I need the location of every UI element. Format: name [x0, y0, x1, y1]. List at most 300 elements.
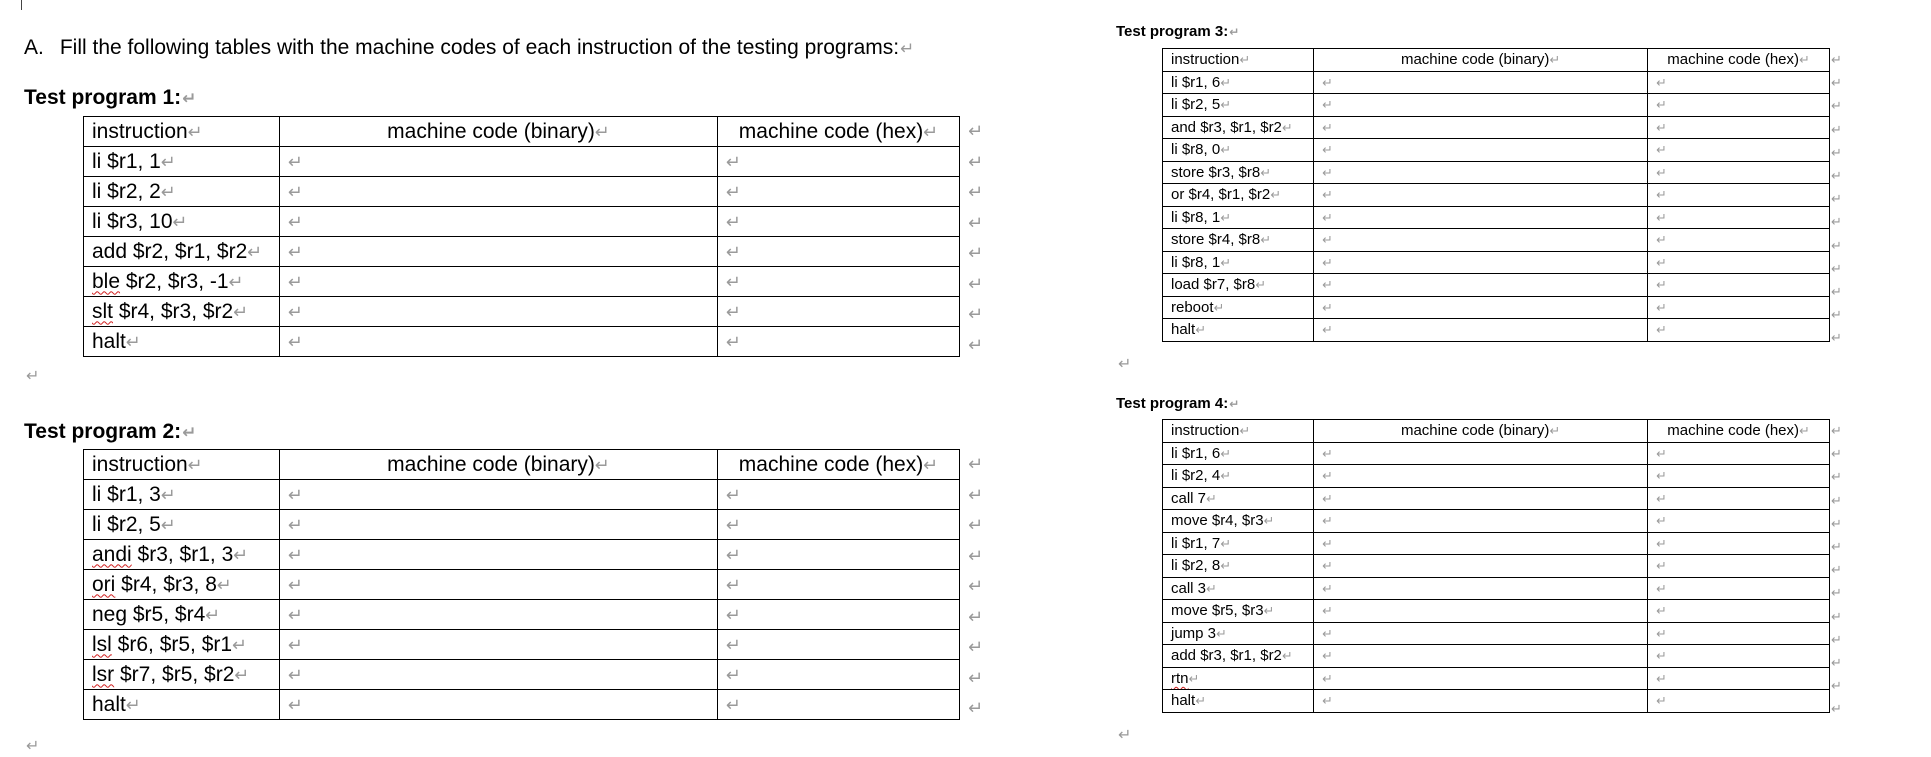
column-header — [1648, 420, 1830, 443]
cell-end-mark-icon: ↵ — [288, 544, 303, 565]
binary-code-cell[interactable] — [280, 600, 718, 630]
instruction-cell[interactable] — [1163, 442, 1314, 465]
instruction-cell[interactable] — [1163, 465, 1314, 488]
cell-end-mark-icon: ↵ — [1656, 74, 1667, 90]
instruction-cell[interactable] — [84, 510, 280, 540]
cell-end-mark-icon: ↵ — [1322, 648, 1333, 664]
cell-end-mark-icon: ↵ — [172, 211, 188, 232]
paragraph-mark-icon: ↵ — [1118, 356, 1132, 373]
instruction-cell[interactable] — [84, 600, 280, 630]
instruction-cell[interactable] — [1163, 161, 1314, 184]
cell-end-mark-icon: ↵ — [1260, 232, 1271, 248]
row-end-mark-icon: ↵ — [968, 121, 984, 141]
hex-code-cell[interactable] — [1648, 274, 1830, 297]
binary-code-cell[interactable] — [1314, 622, 1648, 645]
instruction-cell[interactable] — [84, 267, 280, 297]
cell-end-mark-icon: ↵ — [726, 271, 741, 292]
paragraph-mark-icon: ↵ — [900, 39, 915, 58]
hex-code-cell[interactable] — [1648, 487, 1830, 510]
hex-code-cell[interactable] — [718, 690, 960, 720]
instruction-text: ble $r2, $r3, -1 — [92, 269, 229, 293]
program-title — [1116, 395, 1239, 412]
binary-code-cell[interactable] — [1314, 465, 1648, 488]
hex-code-cell[interactable] — [1648, 71, 1830, 94]
cell-end-mark-icon: ↵ — [1260, 164, 1271, 180]
table-row — [1163, 319, 1830, 342]
instruction-cell[interactable] — [84, 297, 280, 327]
binary-code-cell[interactable] — [1314, 139, 1648, 162]
row-end-mark-icon: ↵ — [968, 667, 984, 688]
hex-code-cell[interactable] — [718, 177, 960, 207]
table-row — [84, 600, 960, 630]
cell-end-mark-icon: ↵ — [1206, 490, 1217, 506]
cell-end-mark-icon: ↵ — [1239, 423, 1251, 439]
hex-code-cell[interactable] — [1648, 161, 1830, 184]
cell-end-mark-icon: ↵ — [1656, 254, 1667, 270]
row-end-marks — [968, 116, 983, 360]
instruction-text: halt — [1171, 321, 1196, 339]
cell-end-mark-icon: ↵ — [1263, 513, 1275, 529]
hex-code-cell[interactable] — [718, 540, 960, 570]
binary-code-cell[interactable] — [280, 690, 718, 720]
table-row — [84, 237, 960, 267]
row-end-mark-icon: ↵ — [1831, 701, 1842, 717]
row-end-marks — [1831, 419, 1842, 720]
cell-end-mark-icon: ↵ — [1322, 580, 1333, 596]
cell-end-mark-icon: ↵ — [1322, 119, 1333, 135]
binary-code-cell[interactable] — [1314, 116, 1648, 139]
column-header-label: machine code (hex) — [1667, 51, 1800, 69]
instruction-text: li $r1, 7 — [1171, 534, 1221, 552]
binary-code-cell[interactable] — [280, 480, 718, 510]
cell-end-mark-icon: ↵ — [1322, 558, 1333, 574]
row-end-mark-icon: ↵ — [1831, 283, 1842, 299]
instruction-cell[interactable] — [84, 690, 280, 720]
cell-end-mark-icon: ↵ — [1656, 187, 1667, 203]
instruction-cell[interactable] — [1163, 94, 1314, 117]
binary-code-cell[interactable] — [280, 660, 718, 690]
binary-code-cell[interactable] — [1314, 296, 1648, 319]
cell-end-mark-icon: ↵ — [1656, 299, 1667, 315]
instruction-cell[interactable] — [1163, 229, 1314, 252]
instruction-text: slt $r4, $r3, $r2 — [92, 299, 234, 323]
hex-code-cell[interactable] — [718, 237, 960, 267]
binary-code-cell[interactable] — [1314, 487, 1648, 510]
instruction-cell[interactable] — [1163, 139, 1314, 162]
paragraph-mark-icon: ↵ — [182, 89, 197, 108]
instruction-text: store $r4, $r8 — [1171, 231, 1261, 249]
hex-code-cell[interactable] — [718, 570, 960, 600]
instruction-text: store $r3, $r8 — [1171, 163, 1261, 181]
binary-code-cell[interactable] — [1314, 690, 1648, 713]
binary-code-cell[interactable] — [1314, 510, 1648, 533]
cell-end-mark-icon: ↵ — [1281, 648, 1293, 664]
table-row — [84, 327, 960, 357]
row-end-mark-icon: ↵ — [1831, 98, 1842, 114]
table-row — [1163, 71, 1830, 94]
binary-code-cell[interactable] — [1314, 206, 1648, 229]
cell-end-mark-icon: ↵ — [1322, 322, 1333, 338]
hex-code-cell[interactable] — [1648, 229, 1830, 252]
hex-code-cell[interactable] — [718, 297, 960, 327]
hex-code-cell[interactable] — [718, 510, 960, 540]
cell-end-mark-icon: ↵ — [726, 634, 741, 655]
table-row — [1163, 274, 1830, 297]
binary-code-cell[interactable] — [280, 540, 718, 570]
instruction-cell[interactable] — [1163, 116, 1314, 139]
cell-end-mark-icon: ↵ — [1656, 693, 1667, 709]
cell-end-mark-icon: ↵ — [1656, 445, 1667, 461]
cell-end-mark-icon: ↵ — [288, 574, 303, 595]
table-header-row — [1163, 49, 1830, 72]
instruction-cell[interactable] — [1163, 600, 1314, 623]
table-row — [1163, 251, 1830, 274]
row-end-mark-icon: ↵ — [968, 304, 984, 324]
instruction-text: halt — [1171, 692, 1196, 710]
instruction-cell[interactable] — [1163, 487, 1314, 510]
table-row — [84, 510, 960, 540]
row-end-mark-icon: ↵ — [1831, 631, 1842, 647]
row-end-mark-icon: ↵ — [1831, 538, 1842, 554]
cell-end-mark-icon: ↵ — [1656, 490, 1667, 506]
row-end-mark-icon: ↵ — [968, 243, 984, 263]
hex-code-cell[interactable] — [718, 480, 960, 510]
binary-code-cell[interactable] — [1314, 555, 1648, 578]
cell-end-mark-icon: ↵ — [1220, 535, 1231, 551]
cell-end-mark-icon: ↵ — [1322, 97, 1333, 113]
instruction-cell[interactable] — [1163, 184, 1314, 207]
instruction-cell[interactable] — [1163, 274, 1314, 297]
row-end-mark-icon: ↵ — [968, 484, 984, 505]
instruction-text: jump 3 — [1171, 624, 1217, 642]
instruction-cell[interactable] — [1163, 667, 1314, 690]
table-row — [84, 540, 960, 570]
cell-end-mark-icon: ↵ — [1656, 209, 1667, 225]
cell-end-mark-icon: ↵ — [726, 694, 741, 715]
cell-end-mark-icon: ↵ — [228, 271, 244, 292]
cell-end-mark-icon: ↵ — [1220, 445, 1231, 461]
table-row — [1163, 139, 1830, 162]
cell-end-mark-icon: ↵ — [1656, 648, 1667, 664]
binary-code-cell[interactable] — [280, 327, 718, 357]
cell-end-mark-icon: ↵ — [1549, 52, 1561, 68]
instruction-cell[interactable] — [1163, 532, 1314, 555]
cell-end-mark-icon: ↵ — [1322, 164, 1333, 180]
hex-code-cell[interactable] — [1648, 319, 1830, 342]
cell-end-mark-icon: ↵ — [1322, 670, 1333, 686]
hex-code-cell[interactable] — [1648, 184, 1830, 207]
column-header — [1314, 420, 1648, 443]
instruction-cell[interactable] — [84, 207, 280, 237]
cell-end-mark-icon: ↵ — [1322, 74, 1333, 90]
row-end-mark-icon: ↵ — [1831, 585, 1842, 601]
instruction-cell[interactable] — [84, 570, 280, 600]
row-end-mark-icon: ↵ — [1831, 608, 1842, 624]
binary-code-cell[interactable] — [280, 510, 718, 540]
instruction-cell[interactable] — [1163, 555, 1314, 578]
instruction-text: andi $r3, $r1, 3 — [92, 542, 234, 566]
hex-code-cell[interactable] — [1648, 555, 1830, 578]
column-header-label: machine code (hex) — [738, 119, 924, 143]
cell-end-mark-icon: ↵ — [1656, 232, 1667, 248]
cell-end-mark-icon: ↵ — [288, 484, 303, 505]
hex-code-cell[interactable] — [1648, 442, 1830, 465]
cell-end-mark-icon: ↵ — [1322, 254, 1333, 270]
paragraph-mark-icon: ↵ — [182, 423, 197, 442]
instruction-cell[interactable] — [1163, 206, 1314, 229]
table-header-row — [84, 117, 960, 147]
cell-end-mark-icon: ↵ — [1656, 670, 1667, 686]
column-header — [280, 450, 718, 480]
machine-code-table — [83, 449, 960, 720]
cell-end-mark-icon: ↵ — [288, 634, 303, 655]
binary-code-cell[interactable] — [1314, 667, 1648, 690]
instruction-cell[interactable] — [84, 327, 280, 357]
instruction-cell[interactable] — [84, 630, 280, 660]
cell-end-mark-icon: ↵ — [233, 544, 249, 565]
instruction-cell[interactable] — [84, 177, 280, 207]
instruction-text: li $r2, 4 — [1171, 467, 1221, 485]
cell-end-mark-icon: ↵ — [1220, 468, 1231, 484]
instruction-text: li $r2, 2 — [92, 179, 161, 203]
row-end-mark-icon: ↵ — [1831, 469, 1842, 485]
cell-end-mark-icon: ↵ — [1322, 299, 1333, 315]
column-header-label: machine code (binary) — [1400, 51, 1550, 69]
hex-code-cell[interactable] — [1648, 116, 1830, 139]
instruction-cell[interactable] — [84, 480, 280, 510]
row-end-mark-icon: ↵ — [1831, 237, 1842, 253]
instruction-text: li $r3, 10 — [92, 209, 173, 233]
binary-code-cell[interactable] — [1314, 319, 1648, 342]
cell-end-mark-icon: ↵ — [594, 121, 610, 142]
hex-code-cell[interactable] — [1648, 690, 1830, 713]
binary-code-cell[interactable] — [1314, 161, 1648, 184]
binary-code-cell[interactable] — [280, 237, 718, 267]
column-header — [84, 117, 280, 147]
cell-end-mark-icon: ↵ — [1656, 558, 1667, 574]
cell-end-mark-icon: ↵ — [726, 574, 741, 595]
binary-code-cell[interactable] — [280, 207, 718, 237]
hex-code-cell[interactable] — [1648, 667, 1830, 690]
machine-code-table — [1162, 419, 1830, 713]
hex-code-cell[interactable] — [718, 600, 960, 630]
hex-code-cell[interactable] — [718, 147, 960, 177]
paragraph-mark-icon: ↵ — [1229, 25, 1240, 39]
table-row — [84, 630, 960, 660]
cell-end-mark-icon: ↵ — [1656, 513, 1667, 529]
cell-end-mark-icon: ↵ — [1195, 693, 1206, 709]
hex-code-cell[interactable] — [1648, 532, 1830, 555]
binary-code-cell[interactable] — [1314, 71, 1648, 94]
cell-end-mark-icon: ↵ — [187, 121, 203, 142]
instruction-cell[interactable] — [1163, 510, 1314, 533]
instruction-text: li $r1, 6 — [1171, 444, 1221, 462]
row-end-mark-icon: ↵ — [1831, 167, 1842, 183]
hex-code-cell[interactable] — [1648, 465, 1830, 488]
instruction-cell[interactable] — [1163, 71, 1314, 94]
table-row — [1163, 229, 1830, 252]
binary-code-cell[interactable] — [280, 570, 718, 600]
binary-code-cell[interactable] — [280, 630, 718, 660]
column-header — [718, 450, 960, 480]
table-row — [1163, 622, 1830, 645]
instruction-text: li $r8, 1 — [1171, 253, 1221, 271]
row-end-marks — [1831, 48, 1842, 349]
binary-code-cell[interactable] — [1314, 577, 1648, 600]
row-end-mark-icon: ↵ — [968, 182, 984, 202]
program-title-text: Test program 3: — [1116, 23, 1229, 40]
hex-code-cell[interactable] — [1648, 94, 1830, 117]
table-row — [1163, 94, 1830, 117]
instruction-cell[interactable] — [84, 660, 280, 690]
row-end-mark-icon: ↵ — [1831, 423, 1842, 438]
instruction-text: move $r4, $r3 — [1171, 512, 1264, 530]
cell-end-mark-icon: ↵ — [1322, 603, 1333, 619]
row-end-mark-icon: ↵ — [968, 545, 984, 566]
row-end-mark-icon: ↵ — [1831, 562, 1842, 578]
row-end-mark-icon: ↵ — [968, 273, 984, 294]
hex-code-cell[interactable] — [1648, 251, 1830, 274]
column-header — [1163, 49, 1314, 72]
cell-end-mark-icon: ↵ — [1281, 119, 1293, 135]
instruction-text: and $r3, $r1, $r2 — [1171, 118, 1282, 136]
instruction-text: lsl $r6, $r5, $r1 — [92, 632, 233, 656]
instruction-cell[interactable] — [1163, 251, 1314, 274]
instruction-cell[interactable] — [1163, 622, 1314, 645]
instruction-cell[interactable] — [84, 540, 280, 570]
cell-end-mark-icon: ↵ — [288, 664, 303, 685]
hex-code-cell[interactable] — [1648, 296, 1830, 319]
cell-end-mark-icon: ↵ — [923, 121, 939, 142]
instruction-cell[interactable] — [1163, 296, 1314, 319]
binary-code-cell[interactable] — [280, 267, 718, 297]
cell-end-mark-icon: ↵ — [288, 181, 303, 202]
hex-code-cell[interactable] — [718, 327, 960, 357]
hex-code-cell[interactable] — [1648, 645, 1830, 668]
instruction-text: halt — [92, 329, 126, 353]
cell-end-mark-icon: ↵ — [125, 331, 141, 352]
instruction-cell[interactable] — [1163, 690, 1314, 713]
cell-end-mark-icon: ↵ — [1188, 670, 1200, 686]
program-title-text: Test program 2: — [24, 420, 182, 443]
instruction-text: li $r2, 5 — [1171, 96, 1221, 114]
instruction-text: call 3 — [1171, 579, 1207, 597]
table-row — [84, 207, 960, 237]
cell-end-mark-icon: ↵ — [1656, 468, 1667, 484]
cell-end-mark-icon: ↵ — [1322, 187, 1333, 203]
column-header-label: machine code (binary) — [387, 119, 595, 143]
instruction-text: li $r2, 5 — [92, 512, 161, 536]
cell-end-mark-icon: ↵ — [1322, 277, 1333, 293]
row-end-mark-icon: ↵ — [968, 576, 984, 596]
cell-end-mark-icon: ↵ — [1656, 603, 1667, 619]
instruction-cell[interactable] — [1163, 645, 1314, 668]
hex-code-cell[interactable] — [718, 207, 960, 237]
instruction-text: li $r8, 0 — [1171, 141, 1221, 159]
binary-code-cell[interactable] — [1314, 442, 1648, 465]
cell-end-mark-icon: ↵ — [1220, 142, 1231, 158]
section-heading-text: Fill the following tables with the machine codes of each instruction of the testing programs: — [59, 36, 900, 59]
table-row — [84, 660, 960, 690]
instruction-cell[interactable] — [1163, 577, 1314, 600]
instruction-cell[interactable] — [84, 147, 280, 177]
hex-code-cell[interactable] — [1648, 510, 1830, 533]
cell-end-mark-icon: ↵ — [233, 301, 249, 322]
hex-code-cell[interactable] — [718, 267, 960, 297]
binary-code-cell[interactable] — [280, 177, 718, 207]
binary-code-cell[interactable] — [1314, 94, 1648, 117]
cell-end-mark-icon: ↵ — [1213, 299, 1225, 315]
hex-code-cell[interactable] — [1648, 577, 1830, 600]
cell-end-mark-icon: ↵ — [1656, 142, 1667, 158]
instruction-cell[interactable] — [1163, 319, 1314, 342]
binary-code-cell[interactable] — [1314, 274, 1648, 297]
column-header-label: machine code (binary) — [387, 452, 595, 476]
hex-code-cell[interactable] — [1648, 206, 1830, 229]
cell-end-mark-icon: ↵ — [1656, 535, 1667, 551]
binary-code-cell[interactable] — [1314, 532, 1648, 555]
cell-end-mark-icon: ↵ — [160, 151, 176, 172]
cell-end-mark-icon: ↵ — [1656, 580, 1667, 596]
text-cursor — [21, 0, 22, 10]
row-end-mark-icon: ↵ — [1831, 52, 1842, 67]
table-row — [1163, 442, 1830, 465]
table-row — [84, 480, 960, 510]
instruction-text: li $r8, 1 — [1171, 208, 1221, 226]
binary-code-cell[interactable] — [280, 297, 718, 327]
row-end-mark-icon: ↵ — [1831, 330, 1842, 346]
binary-code-cell[interactable] — [1314, 251, 1648, 274]
binary-code-cell[interactable] — [1314, 600, 1648, 623]
row-end-mark-icon: ↵ — [1831, 214, 1842, 230]
table-header-row — [1163, 420, 1830, 443]
table-row — [1163, 667, 1830, 690]
binary-code-cell[interactable] — [1314, 184, 1648, 207]
column-header-label: instruction — [1171, 51, 1240, 69]
instruction-text: rtn — [1171, 669, 1189, 687]
cell-end-mark-icon: ↵ — [1206, 580, 1217, 596]
cell-end-mark-icon: ↵ — [1220, 558, 1231, 574]
hex-code-cell[interactable] — [1648, 139, 1830, 162]
binary-code-cell[interactable] — [1314, 645, 1648, 668]
binary-code-cell[interactable] — [1314, 229, 1648, 252]
cell-end-mark-icon: ↵ — [1656, 322, 1667, 338]
hex-code-cell[interactable] — [1648, 622, 1830, 645]
column-header — [84, 450, 280, 480]
column-header — [1314, 49, 1648, 72]
binary-code-cell[interactable] — [280, 147, 718, 177]
cell-end-mark-icon: ↵ — [726, 211, 741, 232]
row-end-mark-icon: ↵ — [968, 454, 984, 474]
cell-end-mark-icon: ↵ — [234, 664, 250, 685]
hex-code-cell[interactable] — [718, 630, 960, 660]
row-end-mark-icon: ↵ — [1831, 515, 1842, 531]
instruction-cell[interactable] — [84, 237, 280, 267]
cell-end-mark-icon: ↵ — [1195, 322, 1206, 338]
table-row — [84, 147, 960, 177]
program-title-text: Test program 1: — [24, 86, 182, 109]
row-end-mark-icon: ↵ — [1831, 75, 1842, 91]
row-end-mark-icon: ↵ — [1831, 654, 1842, 670]
column-header-label: instruction — [92, 119, 188, 143]
table-row — [1163, 555, 1830, 578]
instruction-text: reboot — [1171, 298, 1214, 316]
cell-end-mark-icon: ↵ — [1656, 277, 1667, 293]
hex-code-cell[interactable] — [718, 660, 960, 690]
column-header — [718, 117, 960, 147]
cell-end-mark-icon: ↵ — [1255, 277, 1266, 293]
hex-code-cell[interactable] — [1648, 600, 1830, 623]
